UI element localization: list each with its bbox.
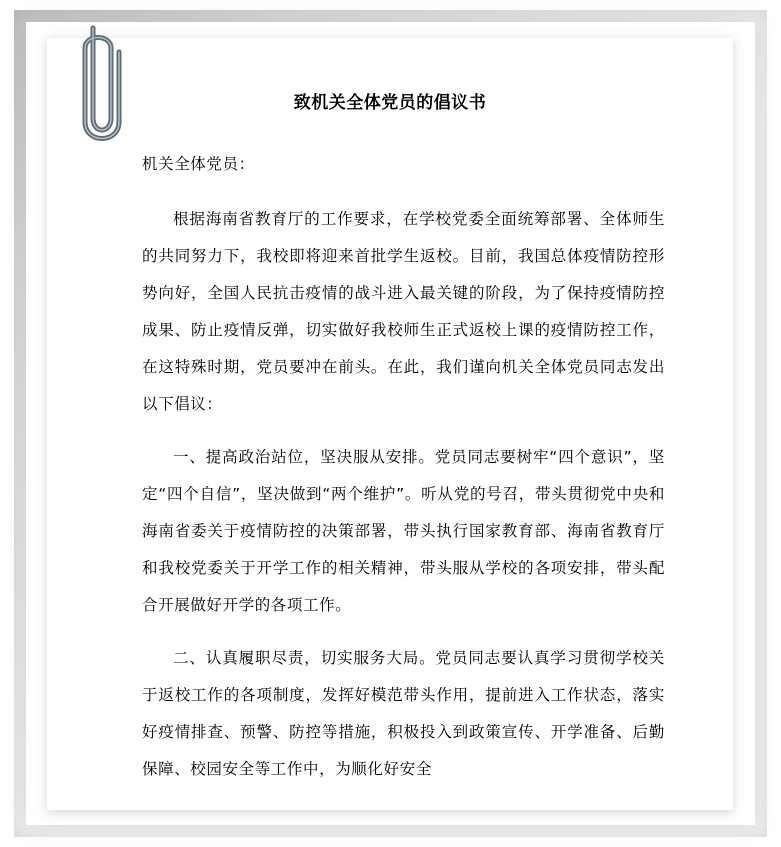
document-paragraph-2: 一、提高政治站位，坚决服从安排。党员同志要树牢“四个意识”，坚定“四个自信”，坚决做到“两个维护”。听从党的号召，带头贯彻党中央和海南省委关于疫情防控的决策部署，带头执行国家教育部、海南省教育厅和我校党委关于开学工作的相关精神，带头服从学校的各项安排，带头配合开展做好开学的各项工作。 <box>142 448 665 614</box>
document-title: 致机关全体党员的倡议书 <box>293 93 487 113</box>
document-content <box>47 38 733 810</box>
document-paragraph-3: 二、认真履职尽责，切实服务大局。党员同志要认真学习贯彻学校关于返校工作的各项制度，发挥好模范带头作用，提前进入工作状态，落实好疫情排查、预警、防控等措施，积极投入到政策宣传、开学准备、后勤保障、校园安全等工作中，为顺化好安全 <box>142 649 665 778</box>
document-paragraph-1: 根据海南省教育厅的工作要求，在学校党委全面统筹部署、全体师生的共同努力下，我校即将迎来首批学生返校。目前，我国总体疫情防控形势向好，全国人民抗击疫情的战斗进入最关键的阶段，为了保持疫情防控成果、防止疫情反弹，切实做好我校师生正式返校上课的疫情防控工作，在这特殊时期，党员要冲在前头。在此，我们谨向机关全体党员同志发出以下倡议： <box>142 210 665 413</box>
document-salutation: 机关全体党员： <box>142 155 255 173</box>
document-page <box>47 38 733 810</box>
